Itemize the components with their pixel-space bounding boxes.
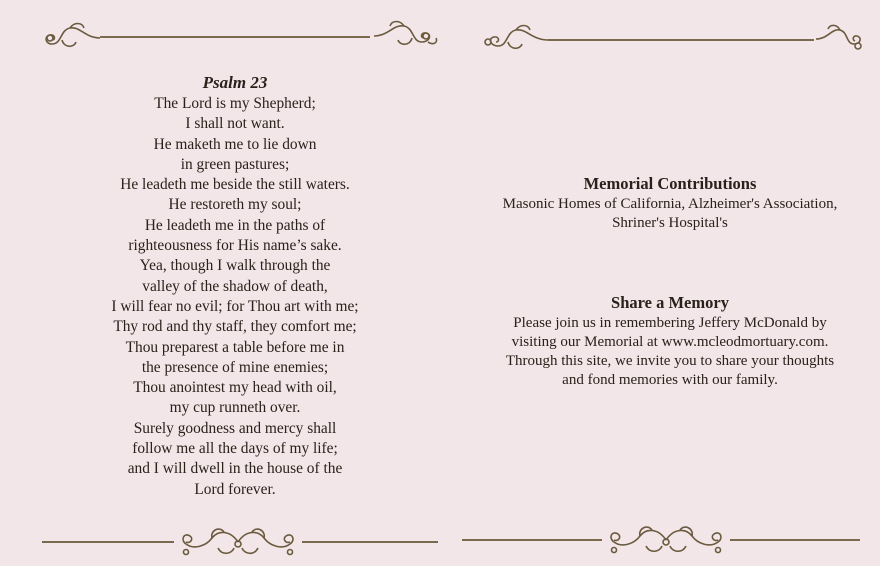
psalm-line: I shall not want. xyxy=(185,115,285,133)
psalm-line: follow me all the days of my life; xyxy=(132,440,338,458)
psalm-line: in green pastures; xyxy=(180,155,290,173)
memorial-contributions-title: Memorial Contributions xyxy=(583,174,757,193)
ornament-divider xyxy=(548,39,814,41)
psalm-line: and I will dwell in the house of the xyxy=(127,460,343,478)
psalm-line: the presence of mine enemies; xyxy=(141,358,329,376)
scroll-flourish-icon xyxy=(40,18,102,54)
ornament-divider xyxy=(42,541,174,543)
ornament-divider xyxy=(100,36,370,38)
psalm-line: Thou preparest a table before me in xyxy=(125,338,345,356)
psalm-23-text xyxy=(40,72,430,500)
memorial-contributions-line: Masonic Homes of California, Alzheimer's Association, xyxy=(502,196,838,212)
ornament-divider xyxy=(462,539,602,541)
scroll-flourish-icon xyxy=(600,520,732,560)
psalm-line: He restoreth my soul; xyxy=(168,196,302,214)
scroll-flourish-icon xyxy=(372,16,440,52)
scroll-flourish-icon xyxy=(814,20,870,56)
right-panel xyxy=(450,0,880,566)
psalm-title: Psalm 23 xyxy=(202,73,268,92)
ornament-divider xyxy=(302,541,438,543)
share-a-memory-title: Share a Memory xyxy=(611,293,729,312)
psalm-line: He leadeth me in the paths of xyxy=(144,216,326,234)
psalm-line: Surely goodness and mercy shall xyxy=(133,419,337,437)
psalm-line: Yea, though I walk through the xyxy=(139,257,331,275)
ornament-divider xyxy=(730,539,860,541)
memorial-contributions-line: Shriner's Hospital's xyxy=(612,215,728,231)
psalm-line: He leadeth me beside the still waters. xyxy=(120,176,350,194)
scroll-flourish-icon xyxy=(480,22,550,56)
psalm-line: The Lord is my Shepherd; xyxy=(154,95,316,112)
psalm-line: Thy rod and thy staff, they comfort me; xyxy=(113,318,357,336)
share-a-memory-line: visiting our Memorial at www.mcleodmortuary.com. xyxy=(511,334,829,350)
share-a-memory-line: and fond memories with our family. xyxy=(562,372,778,388)
psalm-line: I will fear no evil; for Thou art with me; xyxy=(111,297,359,315)
share-a-memory xyxy=(470,292,870,390)
psalm-line: righteousness for His name’s sake. xyxy=(128,237,342,255)
psalm-line: my cup runneth over. xyxy=(169,399,301,417)
share-a-memory-line: Please join us in remembering Jeffery McDonald by xyxy=(513,315,827,331)
psalm-line: Lord forever. xyxy=(194,480,276,498)
psalm-line: He maketh me to lie down xyxy=(153,135,317,153)
scroll-flourish-icon xyxy=(174,522,302,562)
share-a-memory-line: Through this site, we invite you to share your thoughts xyxy=(505,353,835,369)
psalm-line: valley of the shadow of death, xyxy=(142,277,328,295)
memorial-contributions xyxy=(470,173,870,233)
psalm-line: Thou anointest my head with oil, xyxy=(133,379,337,397)
